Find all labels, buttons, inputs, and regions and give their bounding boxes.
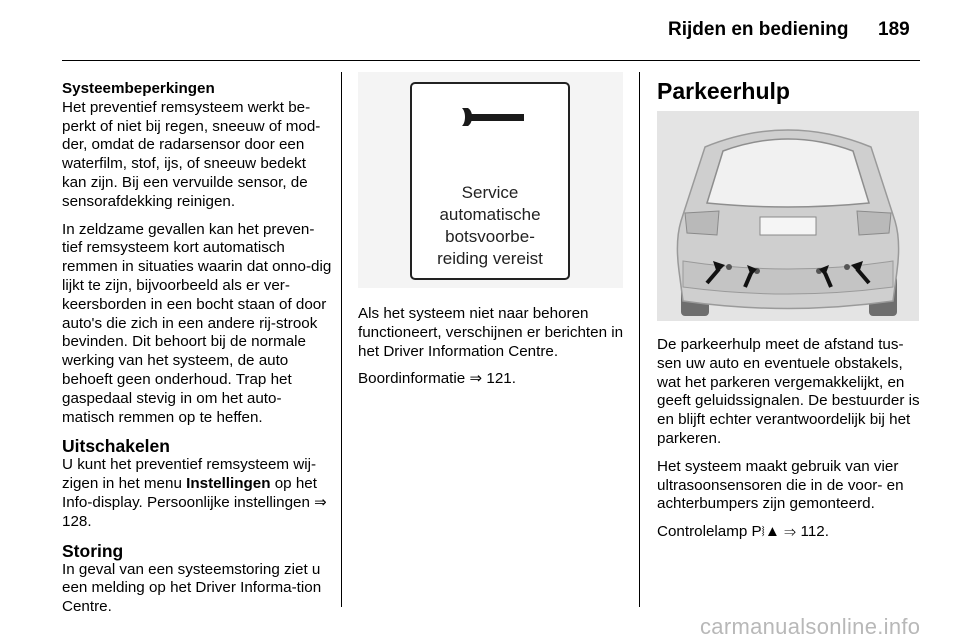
- service-line-1: Service: [461, 183, 519, 202]
- page-ref-icon: ⇒: [314, 493, 327, 511]
- page-ref[interactable]: 128.: [62, 512, 92, 530]
- car-rear-icon: [657, 111, 919, 321]
- service-message-illustration: [358, 72, 623, 288]
- page-ref-icon: ⇒: [469, 370, 483, 388]
- settings-menu-name: Instellingen: [186, 475, 271, 493]
- parking-paragraph-2: Het systeem maakt gebruik van vier ultrasoonsensoren die in de voor- en achterbumpers zijn gemonteerd.: [657, 457, 904, 513]
- page-ref[interactable]: 112.: [796, 523, 829, 541]
- wrench-icon: [460, 106, 524, 128]
- header-title: Rijden en bediening: [668, 19, 849, 40]
- display-message-frame: [410, 82, 570, 280]
- column-divider-1: [341, 72, 342, 607]
- limits-paragraph-1: Het preventief remsysteem werkt be-perkt of niet bij regen, sneeuw of mod-der, omdat de radarsensor door een waterfilm, stof, ijs, of sneeuw bedekt kan zijn. Bij een vervuilde sensor, de sensorafdekking reinigen.: [62, 98, 321, 210]
- parking-paragraph-3: [657, 523, 921, 542]
- off-heading: Uitschakelen: [62, 436, 170, 457]
- middle-paragraph-1: Als het systeem niet naar behoren functioneert, verschijnen er berichten in het Driver Information Centre.: [358, 305, 624, 360]
- limits-paragraph-2: In zeldzame gevallen kan het preven-tief remsysteem kort automatisch remmen in situaties waarin dat onno-dig lijkt te zijn, bijvoorbeeld als er ver-keersborden in een bocht staan of door auto's die zich in een andere rij-strook bevinden. Dit behoort bij de normale werking van het systeem, de auto behoeft geen onderhoud. Trap het gaspedaal stevig in om het auto-matisch remmen op te heffen.: [62, 220, 332, 426]
- column-left: [62, 80, 332, 626]
- fault-heading: Storing: [62, 540, 124, 561]
- parking-paragraph-1: De parkeerhulp meet de afstand tus-sen uw auto en eventuele obstakels, wat het parkeren vergemakkelijkt, en geeft geluidssignalen. De bestuurder is en blijft echter verantwoordelijk bij het parkeren.: [657, 336, 920, 447]
- column-divider-2: [639, 72, 640, 607]
- off-text-post: op het Info-display. Persoonlijke instellingen: [62, 475, 317, 511]
- page-ref-icon: ⇒: [784, 523, 797, 541]
- page-number: 189: [878, 19, 910, 40]
- service-line-2: automatische: [439, 205, 541, 224]
- page-header: [0, 0, 960, 60]
- off-paragraph: [62, 456, 332, 531]
- fault-paragraph: In geval van een systeemstoring ziet u een melding op het Driver Informa-tion Centre.: [62, 560, 322, 616]
- header-rule: [62, 60, 920, 61]
- service-line-3: botsvoorbe-: [445, 227, 535, 246]
- middle-paragraph-2: [358, 370, 626, 389]
- parking-heading: Parkeerhulp: [657, 78, 790, 104]
- parking-lamp-icon: P⧘▲: [751, 523, 780, 541]
- column-middle: [358, 305, 626, 398]
- control-lamp-text: Controlelamp: [657, 523, 752, 541]
- page-ref[interactable]: 121.: [482, 370, 516, 388]
- column-right: [657, 336, 921, 551]
- limits-heading: Systeembeperkingen: [62, 80, 215, 97]
- off-text: U kunt het preventief remsysteem wij-zigen in het menu: [62, 456, 317, 493]
- service-message-text: [412, 182, 568, 270]
- board-info-text: Boordinformatie: [358, 370, 470, 388]
- car-rear-illustration: [657, 111, 919, 321]
- service-line-4: reiding vereist: [437, 249, 543, 268]
- watermark: carmanualsonline.info: [700, 614, 921, 639]
